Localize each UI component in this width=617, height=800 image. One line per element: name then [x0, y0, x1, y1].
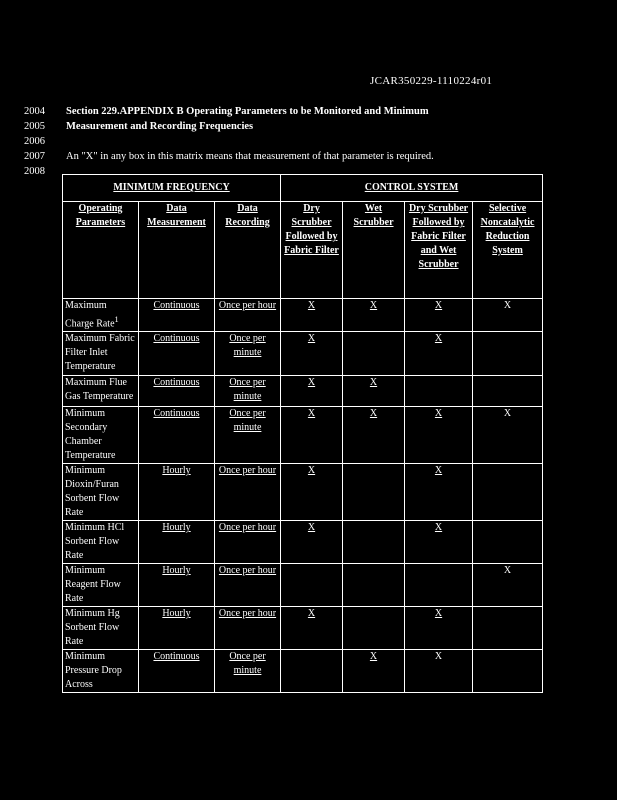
parameter-cell: Minimum Reagent Flow Rate [63, 564, 139, 607]
parameter-cell: Minimum Hg Sorbent Flow Rate [63, 607, 139, 650]
matrix-note: An "X" in any box in this matrix means that measurement of that parameter is required. [66, 151, 434, 162]
section-title: Section 229.APPENDIX B Operating Parameters to be Monitored and Minimum [66, 106, 429, 117]
mark-cell: X [405, 464, 473, 521]
line-number: 2007 [24, 151, 45, 162]
col-header: Dry Scrubber Followed by Fabric Filter [281, 202, 343, 299]
recording-cell: Once per minute [215, 332, 281, 376]
recording-cell: Once per hour [215, 464, 281, 521]
mark-cell: X [281, 464, 343, 521]
parameter-cell: Maximum Fabric Filter Inlet Temperature [63, 332, 139, 376]
mark-cell [343, 564, 405, 607]
table-row [63, 299, 543, 332]
mark-cell: X [281, 521, 343, 564]
recording-cell: Once per hour [215, 299, 281, 332]
line-number: 2005 [24, 121, 45, 132]
recording-cell: Once per minute [215, 407, 281, 464]
mark-cell [343, 607, 405, 650]
mark-cell [473, 607, 543, 650]
mark-cell [473, 376, 543, 407]
mark-cell: X [281, 332, 343, 376]
mark-cell [343, 464, 405, 521]
measurement-cell: Continuous [139, 407, 215, 464]
recording-cell: Once per hour [215, 521, 281, 564]
mark-cell [281, 564, 343, 607]
mark-cell: X [343, 650, 405, 693]
mark-cell [473, 521, 543, 564]
recording-cell: Once per hour [215, 564, 281, 607]
line-2007 [24, 149, 584, 164]
col-header: Data Recording [215, 202, 281, 299]
mark-cell: X [473, 299, 543, 332]
header-lines [24, 104, 584, 179]
measurement-cell: Hourly [139, 521, 215, 564]
parameter-matrix-table [62, 174, 543, 693]
measurement-cell: Hourly [139, 564, 215, 607]
parameter-cell [63, 299, 139, 332]
recording-cell: Once per hour [215, 607, 281, 650]
table-row [63, 407, 543, 464]
mark-cell [473, 650, 543, 693]
mark-cell [473, 332, 543, 376]
measurement-cell: Hourly [139, 607, 215, 650]
col-header: Operating Parameters [63, 202, 139, 299]
col-header: Data Measurement [139, 202, 215, 299]
mark-cell: X [343, 376, 405, 407]
section-subtitle: Measurement and Recording Frequencies [66, 121, 254, 132]
col-header: Selective Noncatalytic Reduction System [473, 202, 543, 299]
measurement-cell: Continuous [139, 332, 215, 376]
line-number: 2004 [24, 106, 45, 117]
table-row [63, 332, 543, 376]
parameter-cell: Minimum Dioxin/Furan Sorbent Flow Rate [63, 464, 139, 521]
mark-cell [343, 332, 405, 376]
mark-cell: X [405, 407, 473, 464]
line-2006 [24, 134, 584, 149]
mark-cell: X [281, 376, 343, 407]
recording-cell: Once per minute [215, 376, 281, 407]
mark-cell: X [343, 299, 405, 332]
table-row [63, 650, 543, 693]
parameter-cell: Minimum Secondary Chamber Temperature [63, 407, 139, 464]
blank-line [66, 134, 584, 149]
footnote-marker: 1 [114, 315, 119, 324]
mark-cell: X [405, 521, 473, 564]
mark-cell: X [281, 607, 343, 650]
line-2005 [24, 119, 584, 134]
recording-cell: Once per minute [215, 650, 281, 693]
parameter-name: Maximum Charge Rate [65, 300, 115, 330]
minimum-frequency-header: MINIMUM FREQUENCY [63, 175, 281, 202]
mark-cell [281, 650, 343, 693]
mark-cell: X [281, 407, 343, 464]
mark-cell: X [343, 407, 405, 464]
line-2004 [24, 104, 584, 119]
mark-cell: X [405, 650, 473, 693]
measurement-cell: Hourly [139, 464, 215, 521]
mark-cell: X [473, 564, 543, 607]
col-header: Dry Scrubber Followed by Fabric Filter and Wet Scrubber [405, 202, 473, 299]
parameter-cell: Minimum HCl Sorbent Flow Rate [63, 521, 139, 564]
mark-cell: X [281, 299, 343, 332]
mark-cell [405, 376, 473, 407]
table-row [63, 607, 543, 650]
parameter-cell: Minimum Pressure Drop Across [63, 650, 139, 693]
mark-cell: X [405, 332, 473, 376]
measurement-cell: Continuous [139, 650, 215, 693]
column-header-row [63, 202, 543, 299]
document-id: JCAR350229-1110224r01 [370, 75, 493, 87]
line-number: 2006 [24, 136, 45, 147]
mark-cell: X [473, 407, 543, 464]
mark-cell: X [405, 299, 473, 332]
measurement-cell: Continuous [139, 299, 215, 332]
mark-cell [405, 564, 473, 607]
control-system-header: CONTROL SYSTEM [281, 175, 543, 202]
col-header: Wet Scrubber [343, 202, 405, 299]
parameter-cell: Maximum Flue Gas Temperature [63, 376, 139, 407]
group-header-row [63, 175, 543, 202]
measurement-cell: Continuous [139, 376, 215, 407]
table-row [63, 376, 543, 407]
table-row [63, 521, 543, 564]
mark-cell [343, 521, 405, 564]
table-row [63, 564, 543, 607]
line-number: 2008 [24, 166, 45, 177]
table-row [63, 464, 543, 521]
mark-cell: X [405, 607, 473, 650]
mark-cell [473, 464, 543, 521]
